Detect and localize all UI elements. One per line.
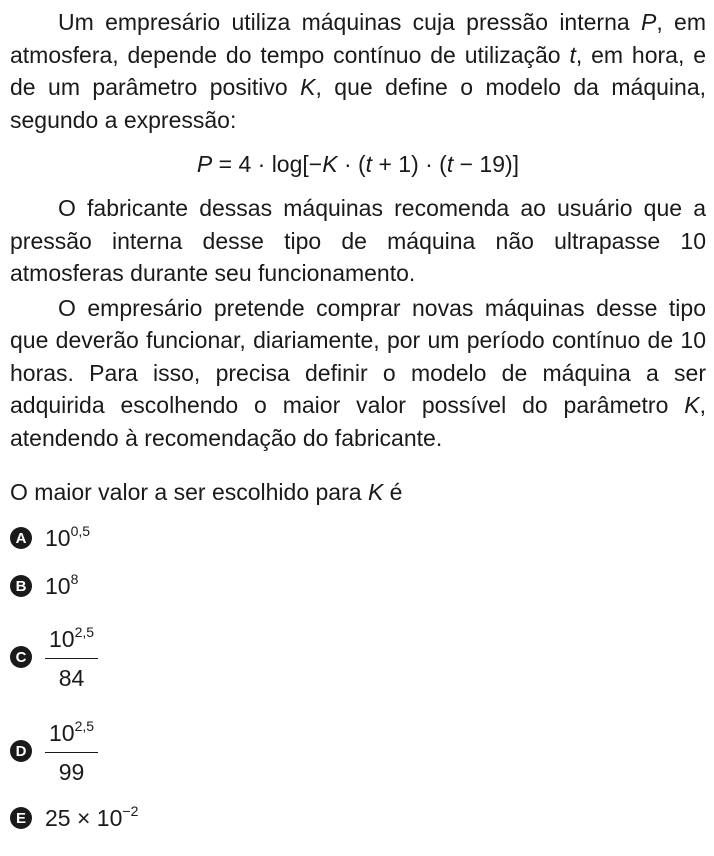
variable-k: K [367, 479, 384, 505]
variable-p: P [640, 9, 657, 35]
option-d-fraction [45, 718, 98, 785]
option-d-numerator-base: 10 [49, 719, 75, 746]
equation-part: = 4 · log[− [212, 151, 323, 177]
equation-variable-p: P [196, 151, 213, 177]
text-segment: é [383, 479, 403, 505]
option-d[interactable] [10, 704, 706, 798]
option-c-numerator-base: 10 [49, 625, 75, 652]
answer-options [10, 514, 706, 838]
option-d-letter-icon: D [10, 740, 32, 762]
option-c-fraction [45, 624, 98, 691]
option-b-base: 10 [45, 572, 71, 599]
option-e-base: 25 × 10 [45, 804, 123, 831]
option-b-letter-icon: B [10, 575, 32, 597]
equation-part: · ( [337, 151, 366, 177]
option-d-numerator [45, 718, 98, 753]
equation-variable-t: t [446, 151, 454, 177]
option-e-exponent: −2 [122, 802, 139, 819]
paragraph-recommendation: O fabricante dessas máquinas recomenda ao usuário que a pressão interna desse tipo de máquina não ultrapasse 10 atmosferas durante seu funcionamento. [10, 195, 706, 286]
variable-t: t [569, 41, 576, 68]
text-segment: O empresário pretende comprar novas máquinas desse tipo que deverão funcionar, diariamente, por um período contínuo de 10 horas. Para isso, precisa definir o modelo de máquina a ser adquirida escolhendo o maior valor possível do parâmetro [10, 294, 706, 418]
option-c[interactable] [10, 610, 706, 704]
equation-part: + 1) · ( [372, 151, 447, 177]
option-c-numerator-exponent: 2,5 [74, 623, 95, 640]
option-d-denominator: 99 [58, 758, 85, 785]
text-segment: O maior valor a ser escolhido para [10, 479, 368, 505]
text-segment: , atendendo à recomendação do fabricante. [10, 392, 706, 451]
option-a-letter-icon: A [10, 527, 32, 549]
text-segment: , em hora, e de um parâmetro positivo [10, 41, 707, 100]
equation-part: − 19)] [453, 151, 520, 177]
option-b-exponent: 8 [70, 570, 79, 587]
text-segment: Um empresário utiliza máquinas cuja pressão interna [58, 9, 641, 35]
question-document [10, 6, 706, 838]
option-a-value [45, 522, 91, 552]
option-c-numerator [45, 624, 98, 659]
pressure-equation [10, 148, 706, 180]
option-b[interactable] [10, 562, 706, 610]
equation-variable-t: t [365, 151, 373, 177]
option-a-exponent: 0,5 [70, 522, 91, 539]
paragraph-purchase [10, 292, 706, 455]
variable-k: K [300, 74, 316, 100]
option-b-value [45, 570, 79, 600]
variable-k: K [684, 392, 700, 418]
option-a[interactable] [10, 514, 706, 562]
option-d-numerator-exponent: 2,5 [74, 717, 95, 734]
option-c-letter-icon: C [10, 646, 32, 668]
paragraph-intro [10, 6, 706, 136]
equation-variable-k: K [322, 151, 338, 177]
option-a-base: 10 [45, 524, 71, 551]
option-e-letter-icon: E [10, 807, 32, 829]
text-segment: , que define o modelo da máquina, segundo a expressão: [10, 74, 706, 133]
question-prompt [10, 476, 706, 508]
option-e-value [45, 802, 139, 832]
option-e[interactable] [10, 798, 706, 838]
text-segment: , em atmosfera, depende do tempo contínuo de utilização [10, 9, 706, 68]
option-c-denominator: 84 [58, 664, 85, 691]
